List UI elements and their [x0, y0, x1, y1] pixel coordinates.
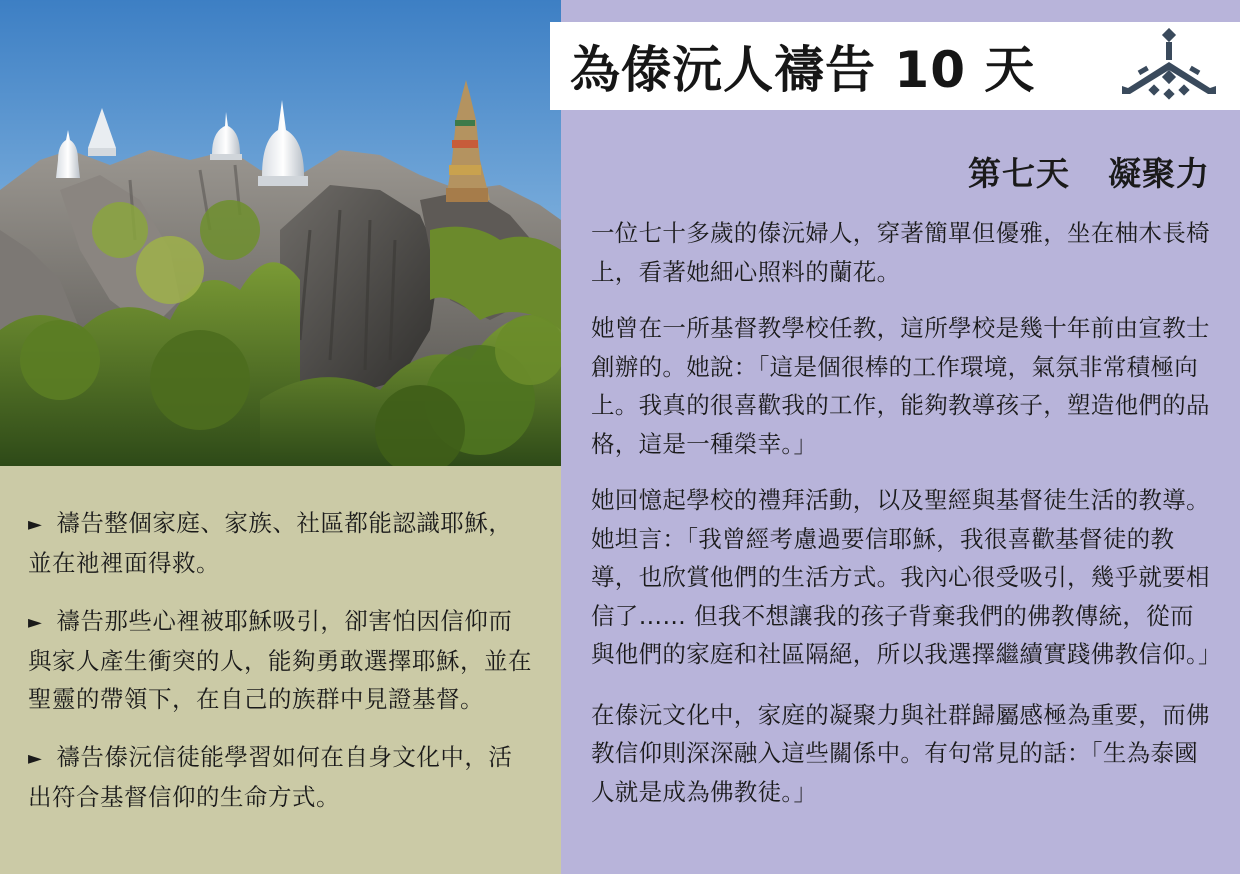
story-paragraph: 她曾在一所基督教學校任教，這所學校是幾十年前由宣教士創辦的。她說：「這是個很棒的工作環境，氣氛非常積極向上。我真的很喜歡我的工作，能夠教導孩子，塑造他們的品格，這是一種榮幸。」	[591, 314, 1210, 458]
prayer-text: 禱告那些心裡被耶穌吸引，卻害怕因信仰而與家人產生衝突的人，能夠勇敢選擇耶穌，並在聖靈的帶領下，在自己的族群中見證基督。	[28, 607, 532, 713]
prayer-item	[28, 504, 535, 582]
day-theme: 凝聚力	[1108, 154, 1210, 193]
triangle-bullet-icon: ►	[28, 748, 43, 769]
story-paragraph: 她回憶起學校的禮拜活動，以及聖經與基督徒生活的教導。她坦言：「我曾經考慮過要信耶穌，我很喜歡基督徒的教導，也欣賞他們的生活方式。我內心很受吸引，幾乎就要相信了…… 但我不想讓我的孩子背棄我們的佛教傳統，從而與他們的家庭和社區隔絕，所以我選擇繼續實踐佛教信仰。」	[591, 486, 1222, 668]
day-label: 第七天	[968, 154, 1070, 193]
triangle-bullet-icon: ►	[28, 514, 43, 535]
title-banner	[550, 22, 1240, 110]
prayer-text: 禱告傣沅信徒能學習如何在自身文化中，活出符合基督信仰的生命方式。	[28, 743, 513, 811]
prayer-item	[28, 738, 535, 816]
story-paragraph: 在傣沅文化中，家庭的凝聚力與社群歸屬感極為重要，而佛教信仰則深深融入這些關係中。有句常見的話：「生為泰國人就是成為佛教徒。」	[591, 700, 1210, 806]
day-heading	[968, 148, 1210, 195]
diamond-cross-icon	[1120, 28, 1220, 104]
mountain-temple-photo	[0, 0, 561, 466]
story-text	[591, 214, 1222, 829]
prayer-points	[0, 466, 561, 874]
left-column	[0, 0, 561, 874]
page-title: 為傣沅人禱告 10 天	[570, 41, 1036, 99]
prayer-item	[28, 602, 535, 718]
prayer-text: 禱告整個家庭、家族、社區都能認識耶穌，並在祂裡面得救。	[28, 509, 513, 577]
story-paragraph: 一位七十多歲的傣沅婦人，穿著簡單但優雅，坐在柚木長椅上，看著她細心照料的蘭花。	[591, 219, 1210, 286]
triangle-bullet-icon: ►	[28, 612, 43, 633]
